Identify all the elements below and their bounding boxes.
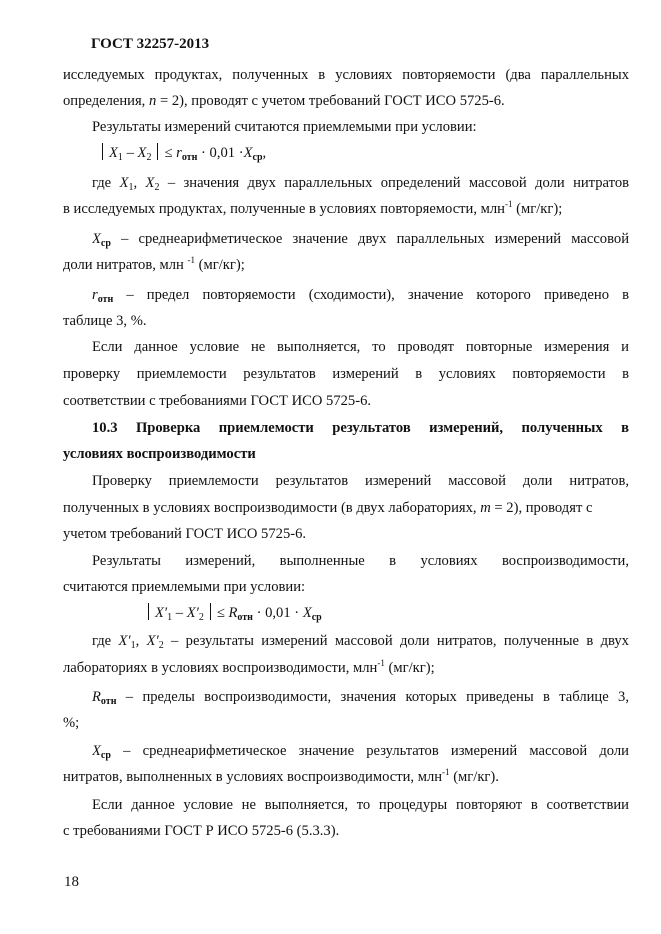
page-number: 18 [64,874,79,890]
abs-bar-right [157,143,158,160]
text-line: определения, n = 2), проводят с учетом требований ГОСТ ИСО 5725-6. [63,93,505,109]
text-line: $r_{отн}$ – предел повторяемости (сходимости), значение которого приведено в [92,287,629,305]
text-line: доли нитратов, млн $^{-1}$ (мг/кг); [63,255,245,273]
text-line: нитратов, выполненных в условиях воспроизводимости, млн$^{-1}$ (мг/кг). [63,767,499,785]
text-line: с требованиями ГОСТ Р ИСО 5725-6 (5.3.3). [63,823,340,839]
text-line: Если данное условие не выполняется, то проводят повторные измерения и [92,339,629,355]
text-line: где $X_1$, $X_2$ – значения двух параллельных определений массовой доли нитратов [92,175,629,193]
text-line: лабораториях в условиях воспроизводимости, млн$^{-1}$ (мг/кг); [63,658,435,676]
text-line: Если данное условие не выполняется, то процедуры повторяют в соответствии [92,797,629,813]
text-line: исследуемых продуктах, полученных в условиях повторяемости (два параллельных [63,67,629,83]
text-line: соответствии с требованиями ГОСТ ИСО 5725-6. [63,393,372,409]
text-line: Проверку приемлемости результатов измерений массовой доли нитратов, [92,473,629,489]
abs-bar-left [148,603,149,620]
formula-repeatability: $X_1 - X_2 \le r_{отн} \cdot 0,01 \cdot X_{ср}$, [96,142,266,164]
abs-bar-left [102,143,103,160]
text-line: таблице 3, %. [63,313,147,329]
section-heading: 10.3 Проверка приемлемости результатов измерений, полученных в [92,420,629,436]
abs-bar-right [210,603,211,620]
formula-reproducibility: $X'_1 - X'_2 \le R_{отн} \cdot 0,01 \cdot X_{ср}$ [142,602,322,624]
text-line: Результаты измерений, выполненные в условиях воспроизводимости, [92,553,629,569]
section-heading: условиях воспроизводимости [63,446,256,462]
text-line: $X_{ср}$ – среднеарифметическое значение двух параллельных измерений массовой [92,231,629,249]
text-line: Результаты измерений считаются приемлемыми при условии: [92,119,477,135]
document-header: ГОСТ 32257-2013 [91,36,210,52]
text-line: $X_{ср}$ – среднеарифметическое значение результатов измерений массовой доли [92,743,629,761]
text-line: $R_{отн}$ – пределы воспроизводимости, значения которых приведены в таблице 3, [92,689,629,707]
text-line: полученных в условиях воспроизводимости (в двух лабораториях, m = 2), проводят с [63,500,593,516]
text-line: %; [63,715,80,731]
text-line: учетом требований ГОСТ ИСО 5725-6. [63,526,307,542]
text-line: где $X'_1$, $X'_2$ – результаты измерений массовой доли нитратов, полученные в двух [92,633,629,651]
text-line: в исследуемых продуктах, полученные в условиях повторяемости, млн$^{-1}$ (мг/кг); [63,199,563,217]
text-line: проверку приемлемости результатов измерений в условиях повторяемости в [63,366,629,382]
text-line: считаются приемлемыми при условии: [63,579,306,595]
